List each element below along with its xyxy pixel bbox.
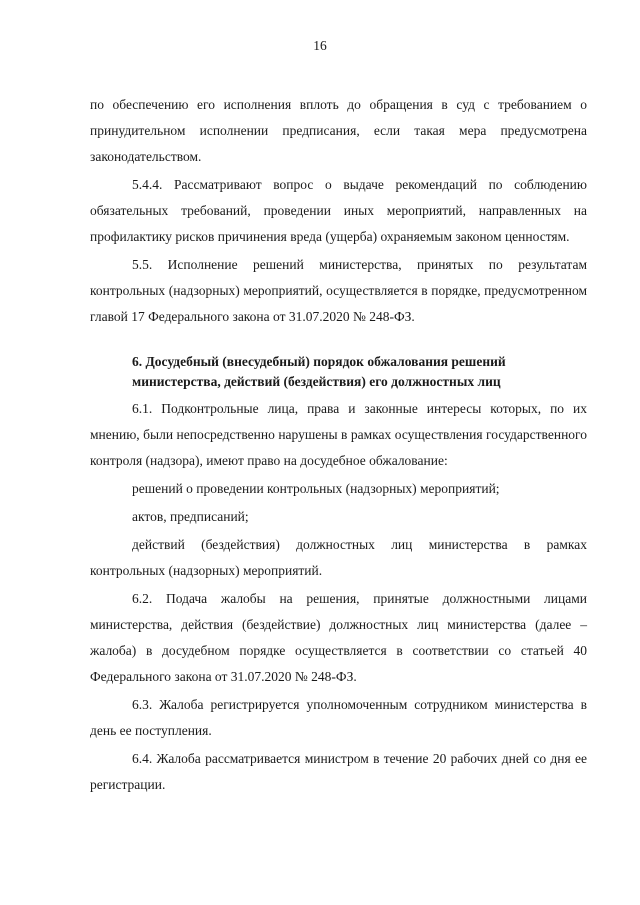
list-item-acts: актов, предписаний; — [132, 509, 249, 524]
paragraph-6-1: 6.1. Подконтрольные лица, права и законные интересы которых, по их мнению, были непосредственно нарушены в рамках осуществления государственного контроля (надзора), имеют право на досудебное обжалование: — [90, 401, 587, 468]
section-heading-line-2: министерства, действий (бездействия) его должностных лиц — [132, 374, 501, 389]
page-number: 16 — [313, 38, 327, 53]
paragraph-5-4-4: 5.4.4. Рассматривают вопрос о выдаче рекомендаций по соблюдению обязательных требований, проведении иных мероприятий, направленных на профилактику рисков причинения вреда (ущерба) охраняемым законом ценностям. — [90, 177, 587, 244]
list-item-decisions: решений о проведении контрольных (надзорных) мероприятий; — [132, 481, 500, 496]
paragraph-6-4: 6.4. Жалоба рассматривается министром в течение 20 рабочих дней со дня ее регистрации. — [90, 751, 587, 792]
paragraph-6-3: 6.3. Жалоба регистрируется уполномоченным сотрудником министерства в день ее поступления. — [90, 697, 587, 738]
section-heading-6 — [90, 352, 587, 392]
paragraph-5-5: 5.5. Исполнение решений министерства, принятых по результатам контрольных (надзорных) мероприятий, осуществляется в порядке, предусмотренном главой 17 Федерального закона от 31.07.2020 № 248-ФЗ. — [90, 257, 587, 324]
section-heading-line-1: 6. Досудебный (внесудебный) порядок обжалования решений — [132, 354, 506, 369]
paragraph-6-2: 6.2. Подача жалобы на решения, принятые должностными лицами министерства, действия (бездействие) должностных лиц министерства (далее – жалоба) в досудебном порядке осуществляется в соответствии со статьей 40 Федерального закона от 31.07.2020 № 248-ФЗ. — [90, 591, 587, 684]
list-item-actions: действий (бездействия) должностных лиц министерства в рамках контрольных (надзорных) мероприятий. — [90, 537, 587, 578]
paragraph-continuation: по обеспечению его исполнения вплоть до обращения в суд с требованием о принудительном исполнении предписания, если такая мера предусмотрена законодательством. — [90, 97, 587, 164]
document-body — [90, 92, 587, 798]
